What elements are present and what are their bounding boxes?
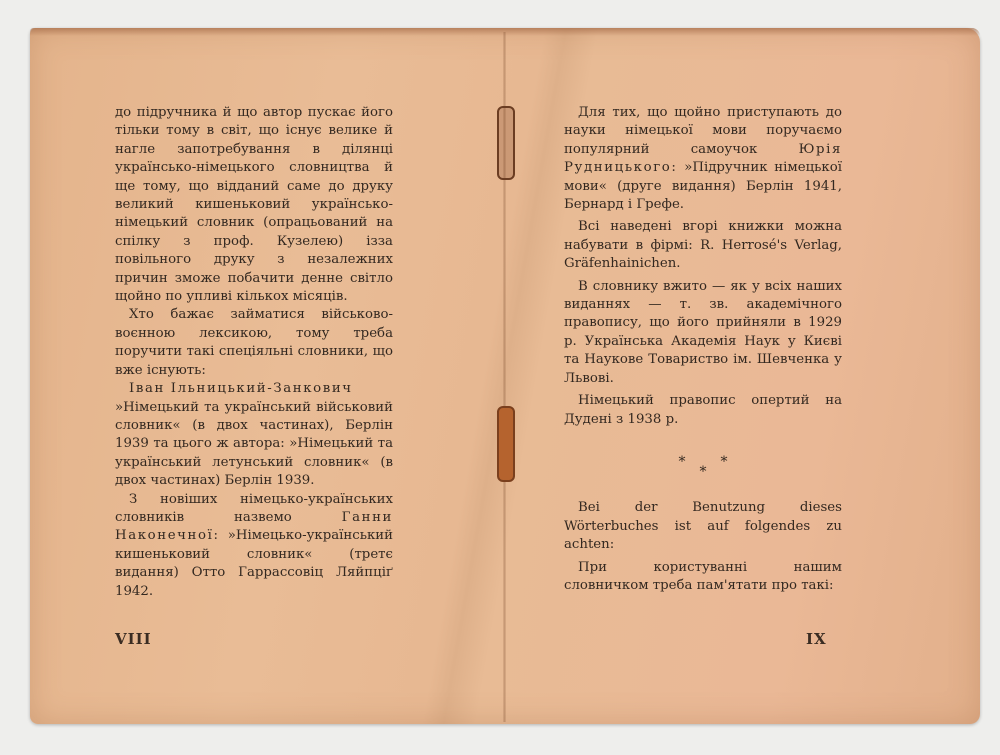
right-page-text xyxy=(564,104,842,595)
page-number-left: VIII xyxy=(115,630,152,648)
left-paragraph-3-rest: »Німецько-український кишеньковий словник« (третє видання) Отто Гаррассовіц Ляйпціґ 1942. xyxy=(115,528,393,599)
right-paragraph-1-lead: Для тих, що щойно приступають до науки німецької мови поручаємо популярний самоучок xyxy=(564,105,842,157)
german-instruction: Bei der Benutzung dieses Wörterbuches ist auf folgendes zu achten: xyxy=(564,500,842,553)
left-page-text xyxy=(115,104,393,601)
left-paragraph-3-lead: З новіших німецько-українських словників назвемо xyxy=(115,491,393,525)
star-2: * xyxy=(699,463,721,480)
right-paragraph-1 xyxy=(564,104,842,214)
left-paragraph-2: Хто бажає займатися військово-воєнною лексикою, тому треба поручити такі спеціяльні словники, що вже існують: xyxy=(115,307,393,378)
left-paragraph-1: до підручника й що автор пускає його тільки тому в світ, що існує велике й нагле запотребування в ділянці українсько-німецького словництва й ще тому, що відданий саме до друку великий кишеньковий українсько-німецький словник (опрацьований на спілку з проф. Кузелею) ізза повільного друку з незалежних причин зможе побачити денне світло щойно по упливі кількох місяців. xyxy=(115,105,393,305)
staple-bottom-icon xyxy=(497,406,515,482)
right-paragraph-3: В словнику вжито — як у всіх наших виданнях — т. зв. академічного правопису, що його прийняли в 1929 р. Українська Академія Наук у Києві та Наукове Товариство ім. Шевченка у Львові. xyxy=(564,278,842,386)
star-3: * xyxy=(720,453,742,470)
author-name-1: Іван Ільницький-Занкович xyxy=(129,381,353,397)
star-1: * xyxy=(678,453,700,470)
right-paragraph-2: Всі наведені вгорі книжки можна набувати в фірмі: R. Herrosé's Verlag, Gräfenhainichen. xyxy=(564,219,842,272)
page-number-right: IX xyxy=(806,630,827,648)
section-divider-stars xyxy=(564,453,842,480)
ukrainian-instruction: При користуванні нашим словничком треба пам'ятати про такі: xyxy=(564,559,842,593)
author-name-3: Юрія Рудницького: xyxy=(564,141,842,176)
right-paragraph-4: Німецький правопис опертий на Дудені з 1938 р. xyxy=(564,393,842,427)
author-name-2: Ганни Наконечної: xyxy=(115,509,393,544)
staple-top-icon xyxy=(497,106,515,180)
book-entry-1: »Німецький та український військовий словник« (в двох частинах), Берлін 1939 та цього ж автора: »Німецький та український летунський словник« (в двох частинах) Берлін 1939. xyxy=(115,399,393,489)
right-paragraph-1-rest: »Підручник німецької мови« (друге видання) Берлін 1941, Бернард і Грефе. xyxy=(564,160,842,213)
left-paragraph-3 xyxy=(115,491,393,601)
